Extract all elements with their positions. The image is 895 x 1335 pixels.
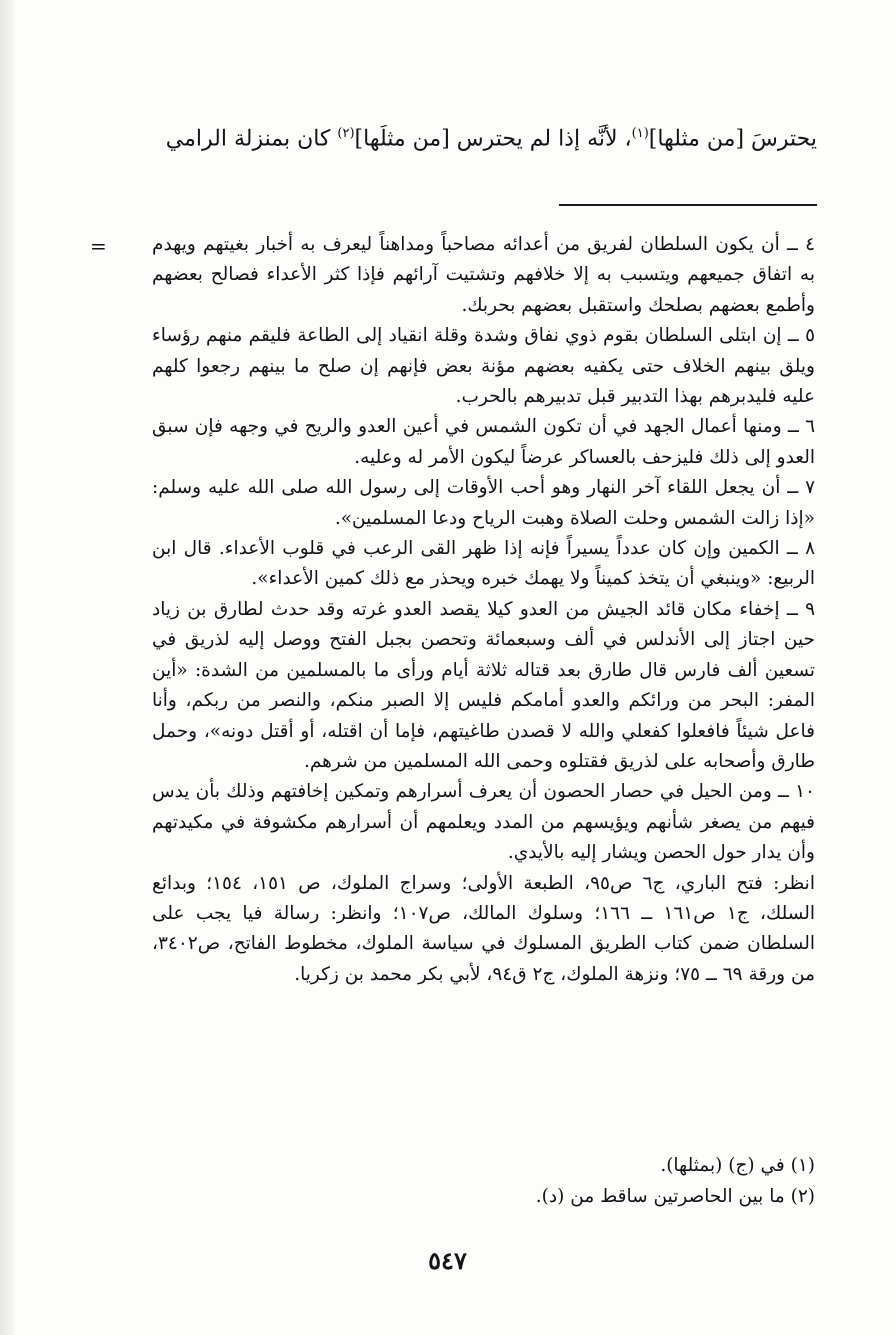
references-note: انظر: فتح الباري، ج٦ ص٩٥، الطبعة الأولى؛ وسراج الملوك، ص ١٥١، ١٥٤؛ وبدائع السلك، ج١ ص١٦١ ــ ١٦٦؛ وسلوك المالك، ص١٠٧؛ وانظر: رسالة فيا يجب على السلطان ضمن كتاب الطريق المسلوك في سياسة الملوك، مخطوط الفاتح، ص٣٤٠٢، من ورقة ٦٩ ــ ٧٥؛ ونزهة الملوك، ج٢ ق٩٤، لأبي بكر محمد بن زكريا. [152,872,816,985]
note-item-10: ١٠ ــ ومن الحيل في حصار الحصون أن يعرف أسرارهم وتمكين إخافتهم وذلك بأن يدس فيهم من يصغر شأنهم ويؤيسهم من المدد ويعلمهم أن أسرارهم مكشوفة في مكيدتهم وأن يدار حول الحصن ويشار إليه بالأيدي. [152,781,815,864]
footnote-ref-2[interactable]: (٢) [337,126,355,141]
note-item-9: ٩ ــ إخفاء مكان قائد الجيش من العدو كيلا يقصد العدو غرته وقد حدث لطارق بن زياد حين اجتاز إلى الأندلس في ألف وسبعمائة وتحصن بجبل الفتح ووصل إليه لذريق في تسعين ألف فارس قال طارق بعد قتاله ثلاثة أيام ورأى ما بالمسلمين من الشدة: «أين المفر: البحر من ورائكم والعدو أمامكم فليس إلا الصبر منكم، والنصر من ربكم، وأنا فاعل شيئاً فافعلوا كفعلي والله لا قصدن طاغيتهم، فإما أن اقتله، أو أقتل دونه»، وحمل طارق وأصحابه على لذريق فقتلوه وحمى الله المسلمين من شرهم. [152,598,815,772]
page-number: ٥٤٧ [428,1246,467,1275]
note-item-6: ٦ ــ ومنها أعمال الجهد في أن تكون الشمس في أعين العدو والريح في وجهه فإن سبق العدو إلى ذلك فليزحف بالعساكر عرضاً ليكون الأمر له وعليه. [152,416,815,468]
note-item-8: ٨ ــ الكمين وإن كان عدداً يسيراً فإنه إذا ظهر القى الرعب في قلوب الأعداء. قال ابن الربيع: «وينبغي أن يتخذ كميناً ولا يهمك خبره ويحذر مع ذلك كمين الأعداء». [152,538,815,590]
main-text-middle: ، لأنَّه إذا لم يحترس [من مثلَها] [354,126,632,152]
note-item-4: ٤ ــ أن يكون السلطان لفريق من أعدائه مصاحباً ومداهناً ليعرف به أخبار بغيتهم ويهدم به اتفاق جميعهم ويتسبب به إلا خلافهم وتشتيت آرائهم فإذا كثر الأعداء فصالح بعضهم وأطمع بعضهم بصلحك واستقبل بعضهم بحربك. [152,234,815,316]
footnote-separator [559,204,817,206]
main-text-end: كان بمنزلة الرامي [165,126,338,152]
note-item-5: ٥ ــ إن ابتلى السلطان بقوم ذوي نفاق وشدة وقلة انقياد إلى الطاعة فليقم منهم رؤساء ويلق بينهم الخلاف حتى يكفيه بعضهم مؤنة بعض فإنهم إن صلح ما بينهم رجعوا كلهم عليه فليدبرهم بهذا التدبير قبل تدبيرهم بالحرب. [152,325,815,408]
main-text-line [150,118,817,155]
footnote-2: (٢) ما بين الحاصرتين ساقط من (د). [535,1186,815,1207]
page-spine-shadow [0,0,14,1335]
main-text-start: يحترسَ [من مثلها] [648,126,817,152]
footnotes [152,1150,815,1212]
note-item-7: ٧ ــ أن يجعل اللقاء آخر النهار وهو أحب الأوقات إلى رسول الله صلى الله عليه وسلم: «إذا زالت الشمس وحلت الصلاة وهبت الرياح ودعا المسلمين». [152,477,815,529]
footnote-ref-1[interactable]: (١) [631,126,649,141]
continuation-marker: = [90,234,107,258]
notes-section [152,230,815,990]
footnote-1: (١) في (ج) (بمثلها). [660,1155,815,1176]
